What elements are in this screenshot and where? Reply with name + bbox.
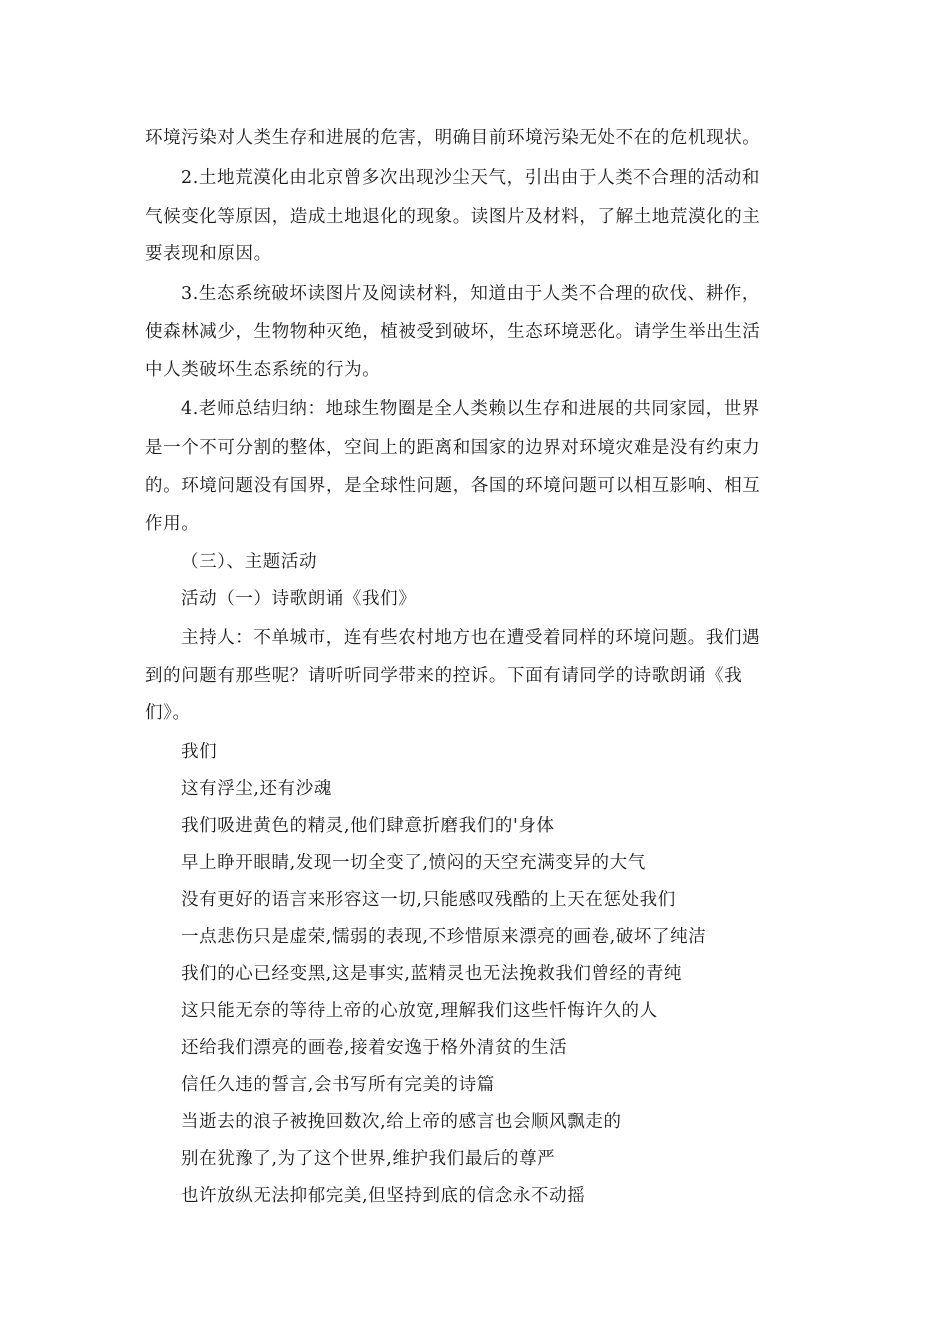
paragraph-line: 4.老师总结归纳：地球生物圈是全人类赖以生存和进展的共同家园，世界 xyxy=(181,399,760,419)
poem-line: 还给我们漂亮的画卷,接着安逸于格外清贫的生活 xyxy=(181,1038,568,1058)
poem-line: 这有浮尘,还有沙魂 xyxy=(181,779,332,799)
poem-title: 我们 xyxy=(181,742,218,762)
poem-line: 也许放纵无法抑郁完美,但坚持到底的信念永不动摇 xyxy=(181,1186,586,1206)
poem-line: 信任久违的誓言,会书写所有完美的诗篇 xyxy=(181,1075,495,1095)
section-heading: （三）、主题活动 xyxy=(181,552,318,572)
paragraph-line: 的。环境问题没有国界，是全球性问题，各国的环境问题可以相互影响、相互 xyxy=(145,476,761,496)
poem-line: 当逝去的浪子被挽回数次,给上帝的感言也会顺风飘走的 xyxy=(181,1112,622,1132)
poem-line: 我们的心已经变黑,这是事实,蓝精灵也无法挽救我们曾经的青纯 xyxy=(181,964,683,984)
poem-line: 别在犹豫了,为了这个世界,维护我们最后的尊严 xyxy=(181,1149,556,1169)
paragraph-line: 使森林减少，生物物种灭绝，植被受到破坏，生态环境恶化。请学生举出生活 xyxy=(145,322,761,342)
paragraph-line: 是一个不可分割的整体，空间上的距离和国家的边界对环境灾难是没有约束力 xyxy=(145,438,761,458)
paragraph-line: 3.生态系统破坏读图片及阅读材料，知道由于人类不合理的砍伐、耕作， xyxy=(181,284,760,304)
paragraph-line: 作用。 xyxy=(145,514,200,534)
paragraph-line: 主持人：不单城市，连有些农村地方也在遭受着同样的环境问题。我们遇 xyxy=(181,628,761,648)
paragraph-line: 要表现和原因。 xyxy=(145,244,272,264)
paragraph-line: 到的问题有那些呢？请听听同学带来的控诉。下面有请同学的诗歌朗诵《我 xyxy=(145,666,743,686)
paragraph-line: 气候变化等原因，造成土地退化的现象。读图片及材料，了解土地荒漠化的主 xyxy=(145,207,761,227)
poem-line: 一点悲伤只是虚荣,懦弱的表现,不珍惜原来漂亮的画卷,破坏了纯洁 xyxy=(181,927,707,947)
paragraph-line: 2.土地荒漠化由北京曾多次出现沙尘天气，引出由于人类不合理的活动和 xyxy=(181,168,760,188)
poem-line: 没有更好的语言来形容这一切,只能感叹残酷的上天在惩处我们 xyxy=(181,890,676,910)
activity-heading: 活动（一）诗歌朗诵《我们》 xyxy=(181,589,417,609)
paragraph-line: 环境污染对人类生存和进展的危害，明确目前环境污染无处不在的危机现状。 xyxy=(145,128,761,148)
poem-line: 这只能无奈的等待上帝的心放宽,理解我们这些忏悔许久的人 xyxy=(181,1001,658,1021)
paragraph-line: 们》。 xyxy=(145,703,191,723)
paragraph-line: 中人类破坏生态系统的行为。 xyxy=(145,360,381,380)
poem-line: 我们吸进黄色的精灵,他们肆意折磨我们的'身体 xyxy=(181,816,555,836)
poem-line: 早上睁开眼睛,发现一切全变了,愤闷的天空充满变异的大气 xyxy=(181,853,646,873)
